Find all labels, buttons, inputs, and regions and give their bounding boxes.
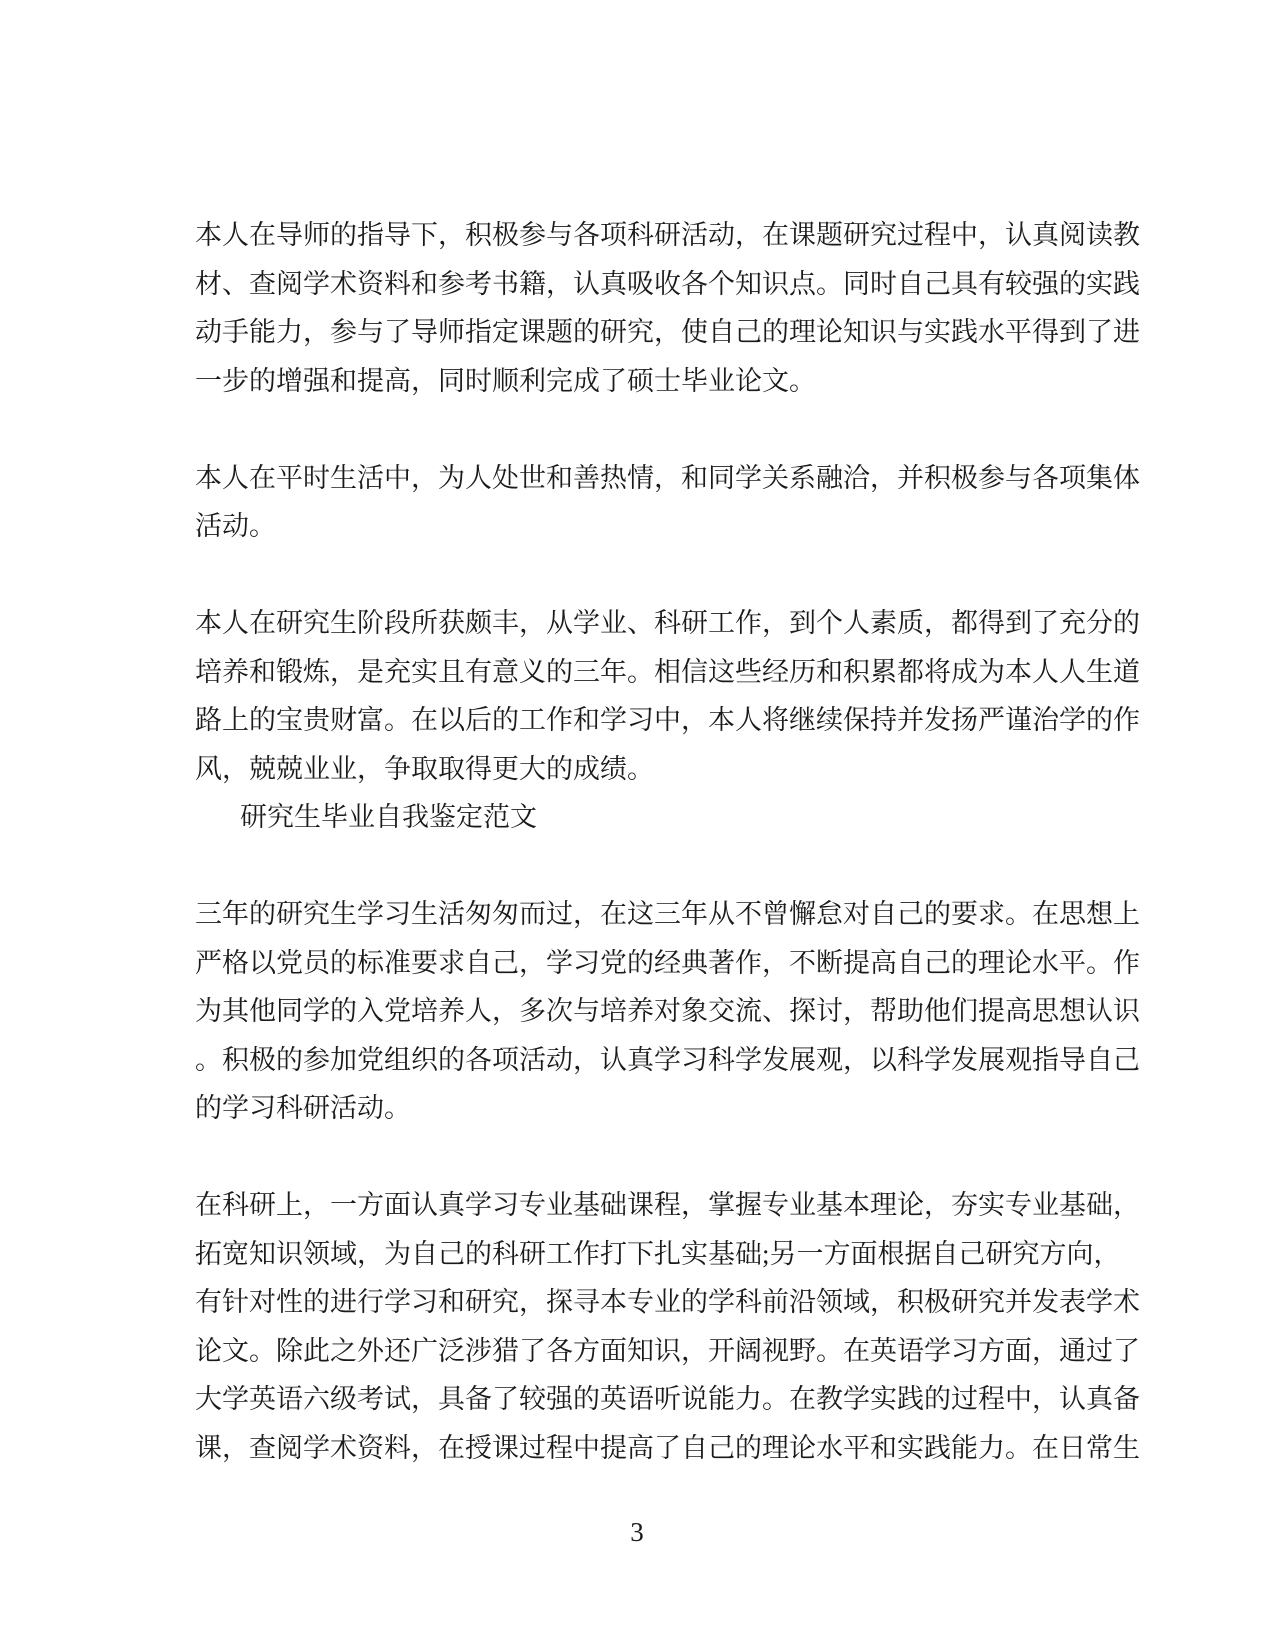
text-line: 三年的研究生学习生活匆匆而过，在这三年从不曾懈怠对自己的要求。在思想上	[195, 899, 1140, 929]
text-line: 。积极的参加党组织的各项活动，认真学习科学发展观，以科学发展观指导自己	[195, 1044, 1140, 1075]
text-line: 路上的宝贵财富。在以后的工作和学习中，本人将继续保持并发扬严谨治学的作	[195, 705, 1140, 735]
text-line: 活动。	[195, 511, 276, 541]
page-footer	[0, 1518, 1274, 1546]
text-line: 本人在导师的指导下，积极参与各项科研活动，在课题研究过程中，认真阅读教	[195, 220, 1140, 250]
text-line: 材、查阅学术资料和参考书籍，认真吸收各个知识点。同时自己具有较强的实践	[195, 268, 1140, 299]
paragraph	[195, 599, 1155, 793]
text-line: 为其他同学的入党培养人，多次与培养对象交流、探讨，帮助他们提高思想认识	[195, 996, 1140, 1026]
page-number: 3	[630, 1517, 644, 1547]
section-heading	[195, 793, 1155, 842]
text-line: 本人在平时生活中，为人处世和善热情，和同学关系融洽，并积极参与各项集体	[195, 462, 1140, 493]
document-body	[195, 211, 1155, 1472]
text-line: 大学英语六级考试，具备了较强的英语听说能力。在教学实践的过程中，认真备	[195, 1384, 1140, 1414]
text-line: 风，兢兢业业，争取取得更大的成绩。	[195, 753, 654, 784]
text-line: 有针对性的进行学习和研究，探寻本专业的学科前沿领域，积极研究并发表学术	[195, 1287, 1140, 1317]
text-line: 本人在研究生阶段所获颇丰，从学业、科研工作，到个人素质，都得到了充分的	[195, 608, 1140, 638]
text-line: 课，查阅学术资料，在授课过程中提高了自己的理论水平和实践能力。在日常生	[195, 1432, 1140, 1463]
paragraph	[195, 454, 1155, 551]
text-line: 动手能力，参与了导师指定课题的研究，使自己的理论知识与实践水平得到了进	[195, 317, 1140, 347]
text-line: 培养和锻炼，是充实且有意义的三年。相信这些经历和积累都将成为本人人生道	[195, 656, 1140, 687]
text-line: 的学习科研活动。	[195, 1093, 411, 1123]
text-line: 在科研上，一方面认真学习专业基础课程，掌握专业基本理论，夯实专业基础，	[195, 1190, 1140, 1220]
paragraph	[195, 1181, 1155, 1472]
text-line: 一步的增强和提高，同时顺利完成了硕士毕业论文。	[195, 365, 816, 396]
text-line: 拓宽知识领域，为自己的科研工作打下扎实基础;另一方面根据自己研究方向，	[195, 1238, 1121, 1269]
paragraph	[195, 211, 1155, 405]
text-line: 严格以党员的标准要求自己，学习党的经典著作，不断提高自己的理论水平。作	[195, 947, 1140, 978]
paragraph	[195, 890, 1155, 1133]
text-line: 论文。除此之外还广泛涉猎了各方面知识，开阔视野。在英语学习方面，通过了	[195, 1335, 1140, 1366]
heading-line: 研究生毕业自我鉴定范文	[240, 802, 537, 832]
